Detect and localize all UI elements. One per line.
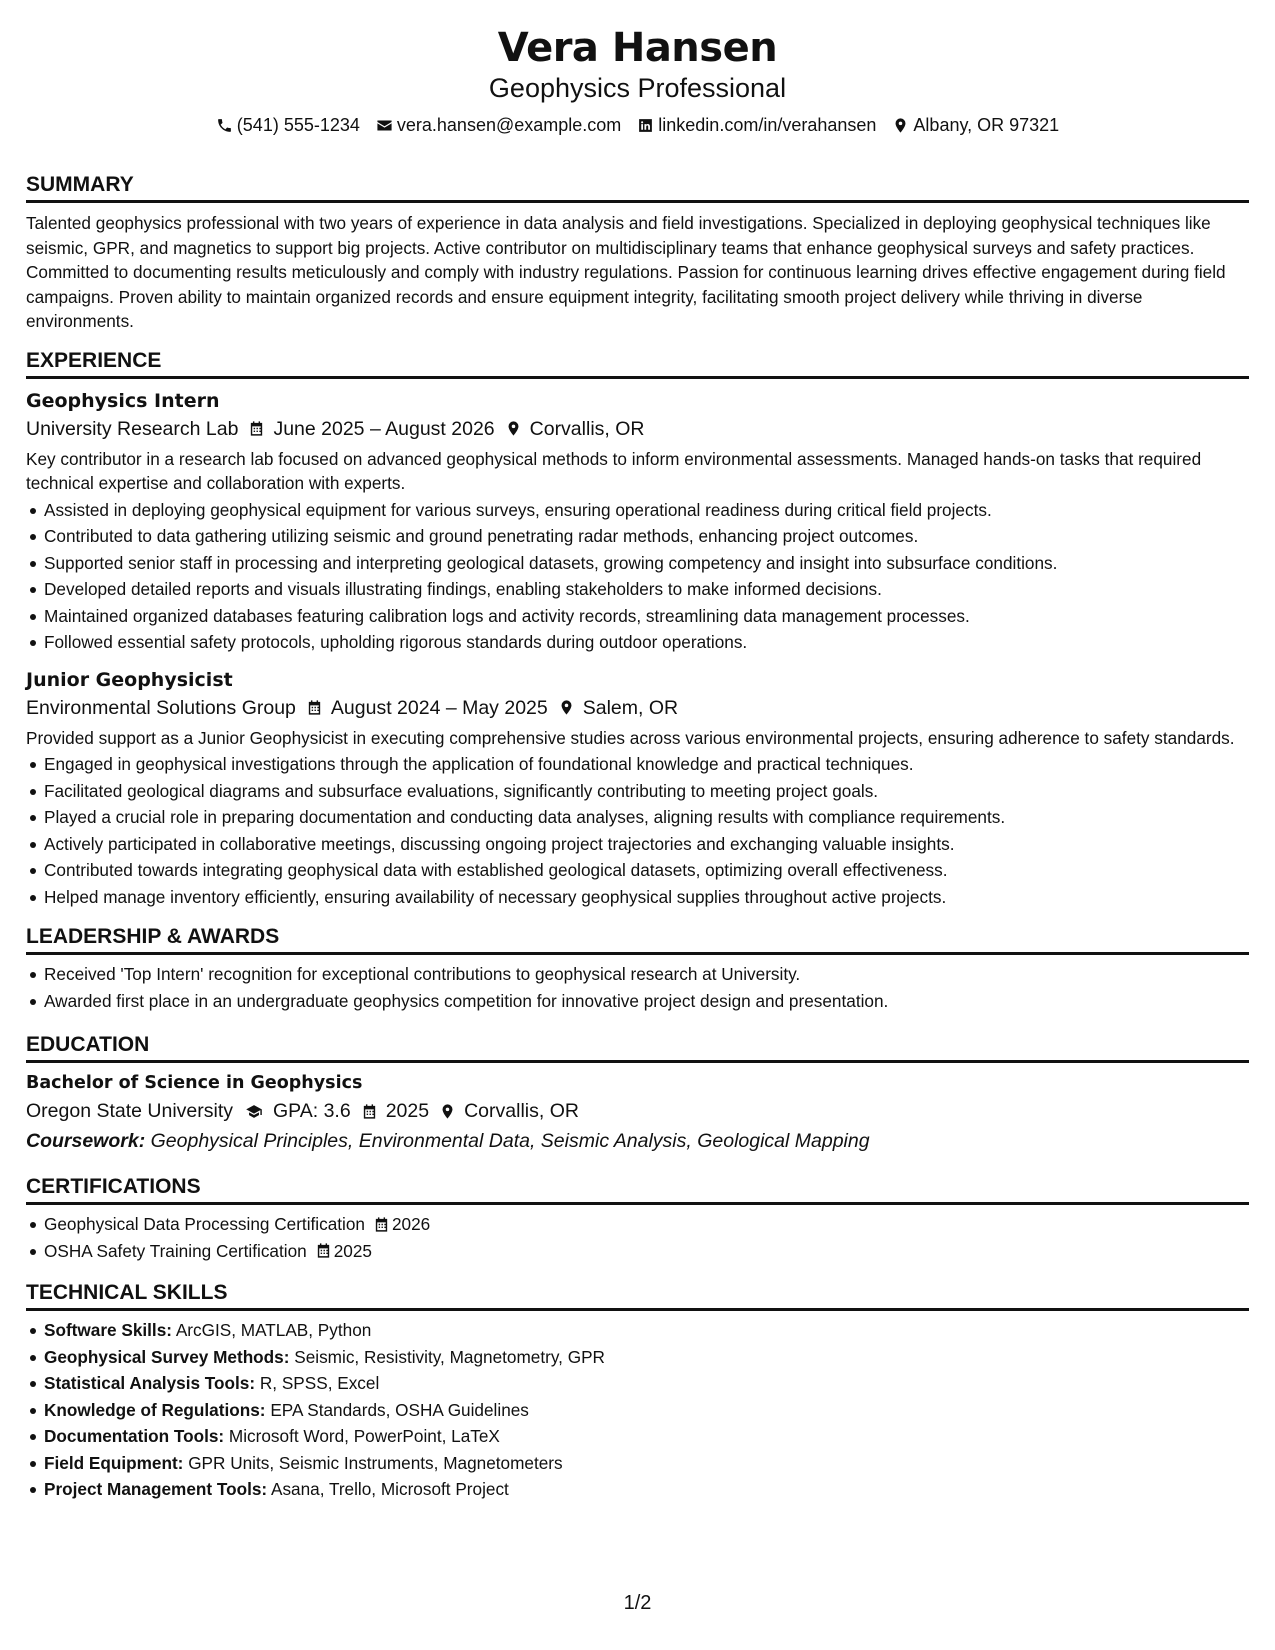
certifications-section: [26, 1174, 1249, 1264]
education-meta: [26, 1096, 1249, 1126]
school-location: Corvallis, OR: [464, 1100, 579, 1122]
school-name: Oregon State University: [26, 1100, 234, 1122]
job-location: Salem, OR: [582, 696, 679, 719]
list-item: [26, 1423, 1249, 1450]
certification-name: Geophysical Data Processing Certification: [44, 1214, 365, 1234]
list-item: Awarded first place in an undergraduate geophysics competition for innovative project design and presentation.: [26, 988, 1249, 1015]
map-pin-icon: [892, 117, 909, 134]
list-item: Developed detailed reports and visuals illustrating findings, enabling stakeholders to make informed decisions.: [26, 576, 1249, 603]
linkedin-text: linkedin.com/in/verahansen: [658, 115, 877, 135]
job-entry: [26, 388, 1249, 656]
list-item: Contributed towards integrating geophysical data with established geological datasets, optimizing overall effectiveness.: [26, 857, 1249, 884]
list-item: Maintained organized databases featuring calibration logs and activity records, streamlining data management processes.: [26, 603, 1249, 630]
certification-name: OSHA Safety Training Certification: [44, 1240, 307, 1261]
coursework-list: Geophysical Principles, Environmental Data, Seismic Analysis, Geological Mapping: [150, 1130, 870, 1152]
skill-label: Knowledge of Regulations:: [44, 1399, 266, 1420]
list-item: Helped manage inventory efficiently, ensuring availability of necessary geophysical supplies throughout active projects.: [26, 884, 1249, 911]
list-item: Facilitated geological diagrams and subsurface evaluations, significantly contributing to meeting project goals.: [26, 778, 1249, 805]
list-item: [26, 1211, 1249, 1238]
page-number: 1/2: [623, 1592, 652, 1614]
job-company: University Research Lab: [26, 417, 239, 440]
candidate-headline: Geophysics Professional: [488, 73, 787, 103]
list-item: [26, 1450, 1249, 1477]
job-dates: August 2024 – May 2025: [330, 696, 548, 719]
list-item: [26, 1476, 1249, 1503]
linkedin-icon: [637, 117, 654, 134]
certification-year: 2025: [333, 1240, 372, 1261]
section-title-education: EDUCATION: [26, 1032, 1249, 1063]
skill-value: Seismic, Resistivity, Magnetometry, GPR: [294, 1346, 605, 1367]
list-item: Actively participated in collaborative meetings, discussing ongoing project trajectories and exchanging valuable insights.: [26, 831, 1249, 858]
calendar-icon: [315, 1242, 332, 1259]
resume-page: [26, 22, 1249, 1503]
list-item: Engaged in geophysical investigations through the application of foundational knowledge and practical techniques.: [26, 751, 1249, 778]
skills-list: [26, 1317, 1249, 1503]
coursework-label: Coursework:: [26, 1130, 146, 1152]
graduation-cap-icon: [243, 1103, 265, 1120]
summary-section: [26, 172, 1249, 334]
degree-title: Bachelor of Science in Geophysics: [26, 1073, 363, 1093]
job-title: Junior Geophysicist: [26, 668, 233, 691]
calendar-icon: [373, 1216, 390, 1233]
map-pin-icon: [558, 699, 575, 716]
skill-label: Field Equipment:: [44, 1452, 184, 1473]
leadership-bullets: [26, 961, 1249, 1014]
calendar-icon: [361, 1103, 378, 1120]
job-company: Environmental Solutions Group: [26, 696, 296, 719]
education-section: [26, 1032, 1249, 1156]
skill-value: Asana, Trello, Microsoft Project: [270, 1479, 509, 1499]
contact-bar: [26, 114, 1249, 136]
job-bullets: [26, 751, 1249, 910]
coursework-line: [26, 1126, 1249, 1156]
certification-list: [26, 1211, 1249, 1264]
section-title-experience: EXPERIENCE: [26, 348, 1249, 379]
job-location: Corvallis, OR: [529, 417, 645, 440]
skill-value: ArcGIS, MATLAB, Python: [175, 1320, 372, 1340]
calendar-icon: [306, 699, 323, 716]
job-description: Key contributor in a research lab focused on advanced geophysical methods to inform environmental assessments. Managed hands-on tasks that required technical expertise and collaboration with experts.: [26, 448, 1202, 493]
list-item: [26, 1397, 1249, 1424]
skill-label: Geophysical Survey Methods:: [44, 1346, 290, 1367]
gpa-text: GPA: 3.6: [273, 1100, 351, 1122]
list-item: [26, 1317, 1249, 1344]
summary-text: Talented geophysics professional with two years of experience in data analysis and field investigations. Specialized in deploying geophysical techniques like seismic, GPR, and magnetics to support big projects. Active contributor on multidisciplinary teams that enhance geophysical surveys and safety practices. Committed to documenting results meticulously and comply with industry regulations. Passion for continuous learning drives effective engagement during field campaigns. Proven ability to maintain organized records and ensure equipment integrity, facilitating smooth project delivery while thriving in diverse environments.: [26, 213, 1226, 331]
experience-section: [26, 348, 1249, 911]
contact-phone[interactable]: [216, 114, 360, 136]
list-item: Received 'Top Intern' recognition for exceptional contributions to geophysical research at University.: [26, 961, 1249, 988]
list-item: Supported senior staff in processing and interpreting geological datasets, growing competency and insight into subsurface conditions.: [26, 550, 1249, 577]
list-item: [26, 1370, 1249, 1397]
list-item: Played a crucial role in preparing documentation and conducting data analyses, aligning results with compliance requirements.: [26, 804, 1249, 831]
list-item: Contributed to data gathering utilizing seismic and ground penetrating radar methods, enhancing project outcomes.: [26, 523, 1249, 550]
certification-year: 2026: [391, 1214, 431, 1234]
contact-linkedin[interactable]: [637, 114, 876, 136]
list-item: [26, 1238, 1249, 1265]
skill-label: Project Management Tools:: [44, 1479, 268, 1499]
job-title: Geophysics Intern: [26, 389, 220, 412]
skill-value: R, SPSS, Excel: [259, 1373, 380, 1393]
job-entry: [26, 667, 1249, 911]
list-item: [26, 1344, 1249, 1371]
leadership-section: [26, 924, 1249, 1014]
job-description: Provided support as a Junior Geophysicist in executing comprehensive studies across various environmental projects, ensuring adherence to safety standards.: [26, 727, 1235, 748]
map-pin-icon: [439, 1103, 456, 1120]
skill-label: Software Skills:: [44, 1320, 172, 1340]
section-title-leadership: LEADERSHIP & AWARDS: [26, 924, 1249, 955]
section-title-certifications: CERTIFICATIONS: [26, 1174, 1249, 1205]
graduation-year: 2025: [385, 1100, 430, 1122]
candidate-name: Vera Hansen: [497, 25, 778, 71]
phone-text: (541) 555-1234: [236, 115, 360, 135]
email-text: vera.hansen@example.com: [396, 115, 622, 135]
skill-value: GPR Units, Seismic Instruments, Magnetometers: [188, 1452, 563, 1473]
map-pin-icon: [505, 420, 522, 437]
phone-icon: [216, 117, 233, 134]
calendar-icon: [248, 420, 265, 437]
contact-email[interactable]: [376, 114, 621, 136]
skill-value: Microsoft Word, PowerPoint, LaTeX: [228, 1426, 500, 1446]
location-text: Albany, OR 97321: [913, 115, 1060, 135]
skills-section: [26, 1280, 1249, 1503]
skill-label: Statistical Analysis Tools:: [44, 1373, 256, 1393]
skill-value: EPA Standards, OSHA Guidelines: [270, 1399, 529, 1420]
list-item: Followed essential safety protocols, upholding rigorous standards during outdoor operations.: [26, 629, 1249, 656]
section-title-summary: SUMMARY: [26, 172, 1249, 203]
job-dates: June 2025 – August 2026: [273, 417, 495, 440]
skill-label: Documentation Tools:: [44, 1426, 225, 1446]
job-meta: [26, 414, 1249, 444]
contact-location: [892, 114, 1059, 136]
envelope-icon: [376, 117, 393, 134]
section-title-skills: TECHNICAL SKILLS: [26, 1280, 1249, 1311]
job-bullets: [26, 497, 1249, 656]
job-meta: [26, 693, 1249, 723]
list-item: Assisted in deploying geophysical equipment for various surveys, ensuring operational readiness during critical field projects.: [26, 497, 1249, 524]
